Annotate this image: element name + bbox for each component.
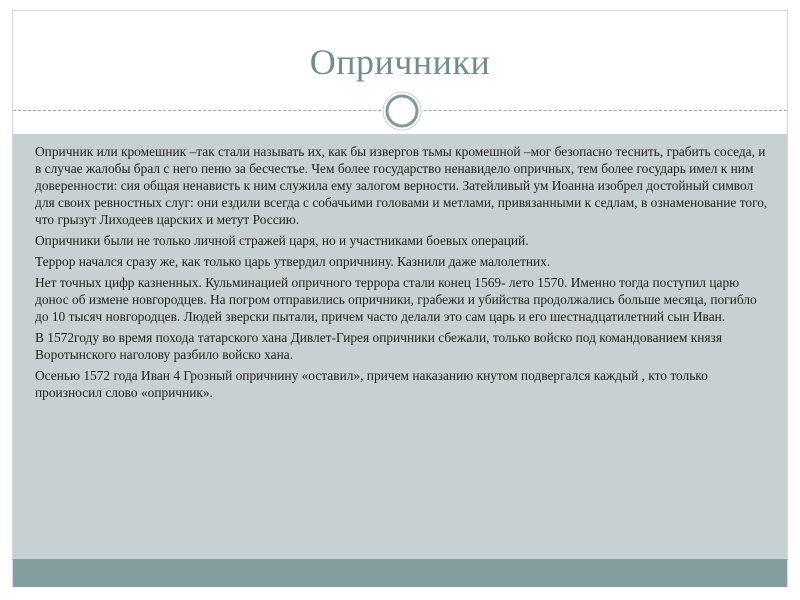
paragraph-1572-campaign: В 1572году во время похода татарского хана Дивлет-Гирея опричники сбежали, только войско под командованием князя Воротынского наголову разбило войско хана. bbox=[35, 330, 722, 362]
paragraph-terror-start: Террор начался сразу же, как только царь утвердил опричнину. Казнили даже малолетних. bbox=[35, 254, 551, 269]
paragraph-oprichnina-abolished: Осенью 1572 года Иван 4 Грозный опричнину «оставил», причем наказанию кнутом подвергался каждый , кто только произносил слово «опричник». bbox=[35, 368, 708, 400]
circle-ornament-icon bbox=[382, 91, 422, 131]
content-area bbox=[13, 134, 787, 559]
paragraph-guard-role: Опричники были не только личной стражей царя, но и участниками боевых операций. bbox=[35, 233, 529, 248]
bottom-bar bbox=[13, 559, 787, 587]
body-text bbox=[35, 143, 770, 405]
paragraph-oprichnik-definition: Опричник или кромешник –так стали называть их, как бы извергов тьмы кромешной –мог безопасно теснить, грабить соседа, и в случае жалобы брал с него пеню за бесчестье. Чем более государство ненавидело опричных, тем более государь имел к ним доверенности: сия общая ненависть к ним служила ему залогом верности. Затейливый ум Иоанна изобрел достойный символ для своих ревностных слуг: они ездили всегда с собачьими головами и метлами, привязанными к седлам, в ознаменование того, что грызут Лиходеев царских и метут Россию. bbox=[35, 144, 768, 227]
paragraph-novgorod: Нет точных цифр казненных. Кульминацией опричного террора стали конец 1569- лето 1570. Именно тогда поступил царю донос об измене новгородцев. На погром отправились опричники, грабежи и убийства продолжались больше месяца, погибло до 10 тысяч новгородцев. Людей зверски пытали, причем часто делали это сам царь и его шестнадцатилетний сын Иван. bbox=[35, 275, 757, 324]
slide bbox=[12, 10, 788, 587]
slide-title: Опричники bbox=[309, 42, 491, 82]
